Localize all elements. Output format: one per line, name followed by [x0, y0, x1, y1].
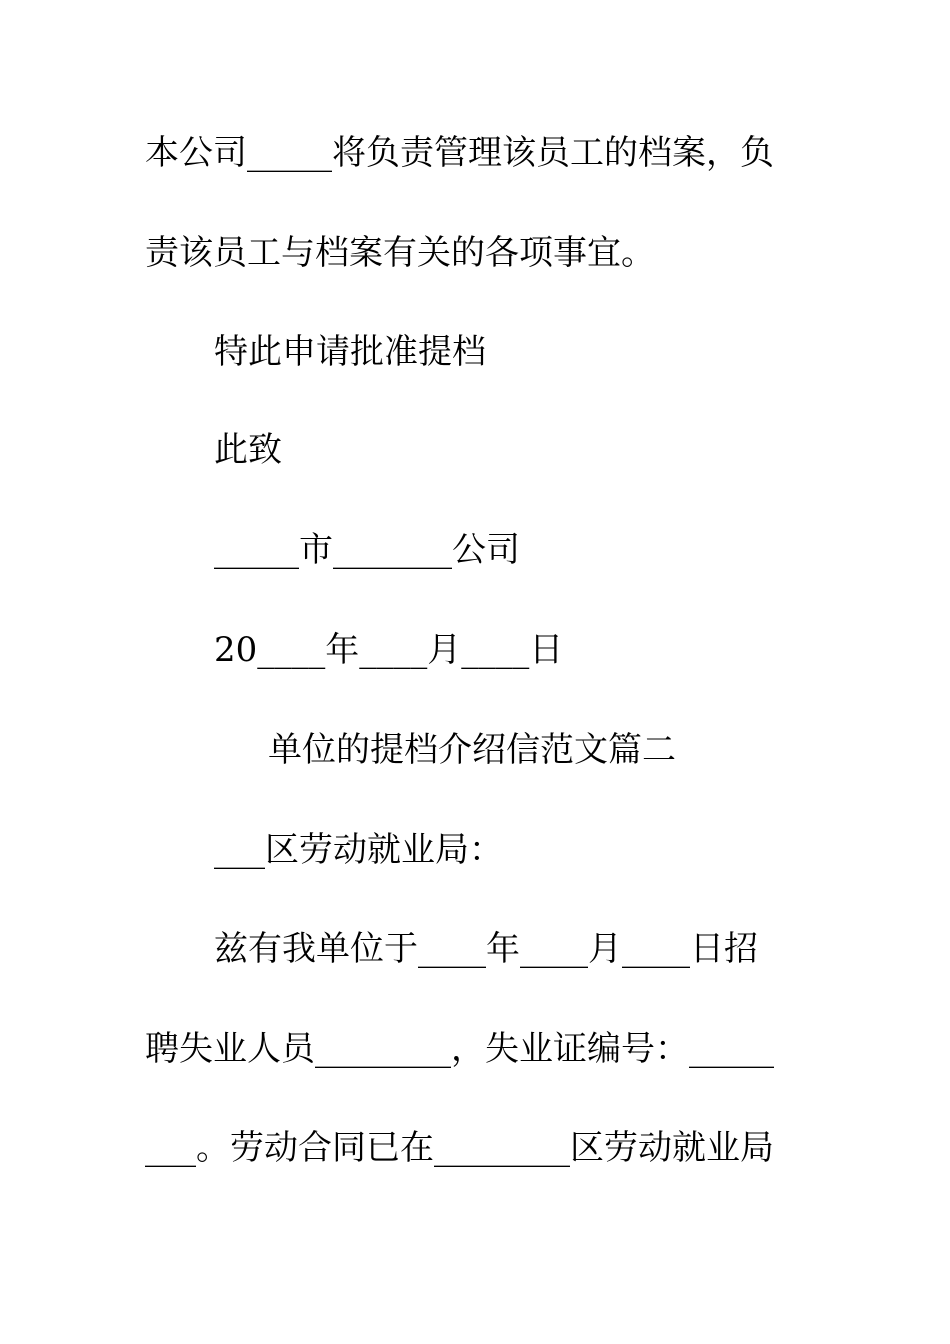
body-line-1: 兹有我单位于____年____月____日招 [214, 929, 758, 969]
recipient-line: ___区劳动就业局： [214, 830, 503, 870]
company-line: _____市_______公司 [214, 530, 520, 570]
paragraph-line-1: 本公司_____将负责管理该员工的档案，负 [145, 133, 774, 173]
paragraph-line-2: 责该员工与档案有关的各项事宜。 [145, 233, 655, 273]
date-line: 20____年____月____日 [214, 630, 564, 670]
body-line-3: ___。劳动合同已在________区劳动就业局 [145, 1128, 774, 1168]
salutation-line: 此致 [214, 430, 282, 470]
body-line-2: 聘失业人员________，失业证编号：_____ [145, 1029, 774, 1069]
section-title: 单位的提档介绍信范文篇二 [268, 730, 676, 770]
request-line: 特此申请批准提档 [214, 332, 486, 372]
